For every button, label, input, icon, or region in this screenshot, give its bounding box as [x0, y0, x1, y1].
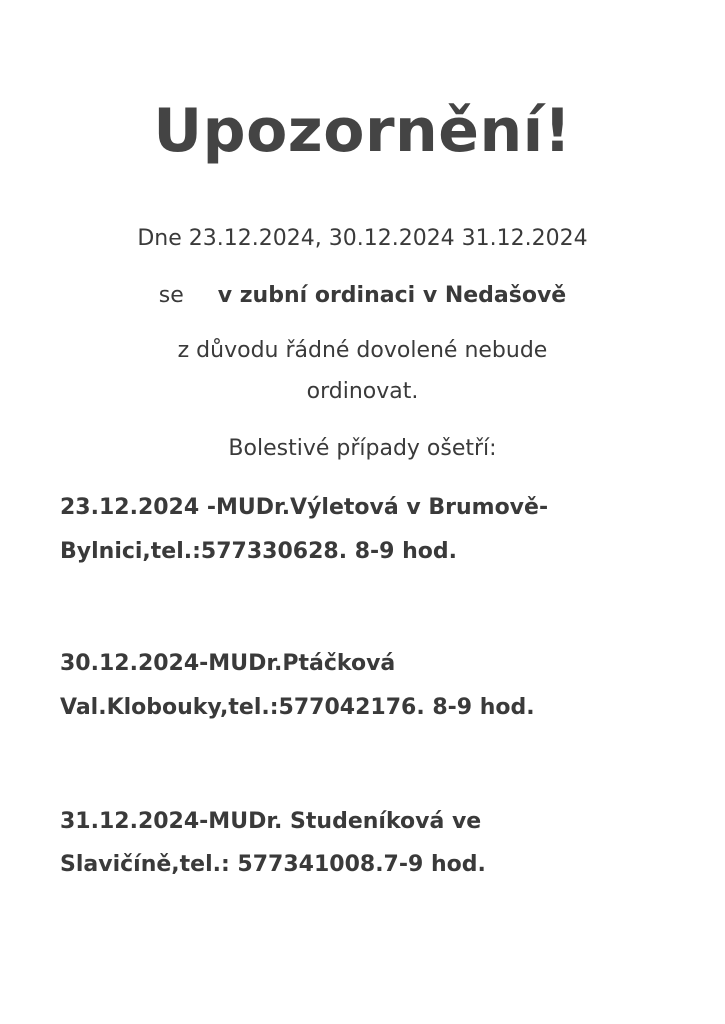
dates-line: Dne 23.12.2024, 30.12.2024 31.12.2024: [137, 226, 588, 251]
location-clinic: v zubní ordinaci v Nedašově: [217, 283, 567, 308]
substitute-1-line-2: Bylnici,tel.:577330628. 8-9 hod.: [60, 539, 457, 564]
reason-line-2: ordinovat.: [306, 379, 419, 404]
substitute-3-line-2: Slavičíně,tel.: 577341008.7-9 hod.: [60, 852, 486, 877]
reason-line-1: z důvodu řádné dovolené nebude: [177, 338, 548, 363]
notice-title: Upozornění!: [153, 96, 572, 166]
substitute-1-line-1: 23.12.2024 -MUDr.Výletová v Brumově-: [60, 495, 549, 520]
location-line: [0, 283, 725, 308]
substitute-2-line-1: 30.12.2024-MUDr.Ptáčková: [60, 651, 396, 676]
substitutes-heading: Bolestivé případy ošetří:: [228, 436, 497, 461]
location-prefix: se: [158, 283, 184, 308]
substitute-2-line-2: Val.Klobouky,tel.:577042176. 8-9 hod.: [60, 695, 535, 720]
substitute-3-line-1: 31.12.2024-MUDr. Studeníková ve: [60, 809, 482, 834]
